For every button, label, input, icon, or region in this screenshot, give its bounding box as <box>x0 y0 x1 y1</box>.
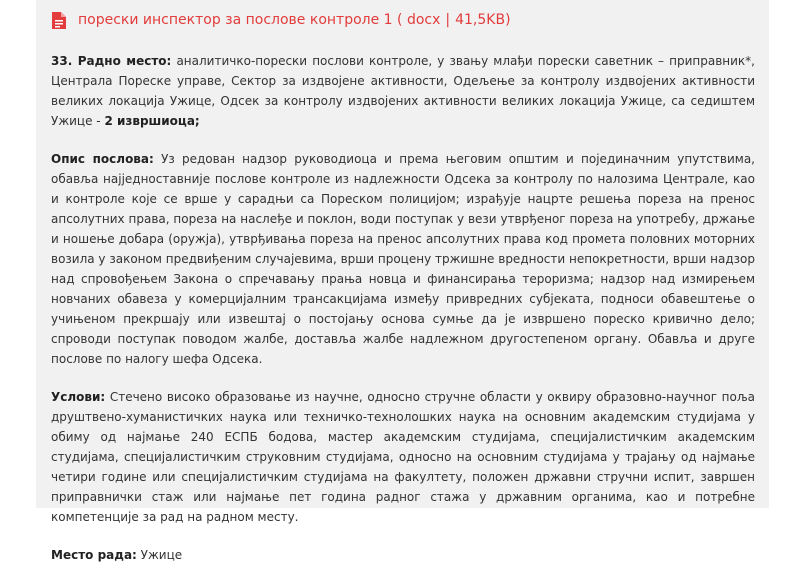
document-format: ( docx <box>397 12 441 28</box>
conditions-label: Услови: <box>51 390 106 404</box>
position-paragraph <box>51 51 755 131</box>
position-label: 33. Радно место: <box>51 54 172 68</box>
document-download-link[interactable] <box>52 11 755 29</box>
duties-label: Опис послова: <box>51 152 154 166</box>
location-paragraph <box>51 545 755 565</box>
location-text: Ужице <box>136 548 183 562</box>
job-posting-panel <box>36 0 769 562</box>
position-text: аналитичко-порески послови контроле, у звању млађи порески саветник – приправник*, Централа Пореске управе, Сектор за издвојене активности, Одељење за контролу издвојених активности великих локација Ужице, Одсек за контролу издвојених активности великих локација Ужице, са седиштем Ужице - <box>51 54 755 128</box>
document-title: порески инспектор за послове контроле 1 <box>78 12 393 28</box>
conditions-paragraph <box>51 387 755 527</box>
location-label: Место рада: <box>51 548 137 562</box>
document-icon <box>52 12 66 29</box>
document-separator: | <box>445 12 451 28</box>
executors-count: 2 извршиоца; <box>104 114 200 128</box>
document-size: 41,5KB) <box>455 12 511 28</box>
duties-text: Уз редован надзор руководиоца и према његовим општим и појединачним упутствима, обавља најједноставније послове контроле из надлежности Одсека за контролу по налозима Централе, као и контроле које се врше у сарадњи са Пореском полицијом; израђује нацрте решења пореза на пренос апсолутних права, пореза на наслеђе и поклон, води поступак у вези утврђеног пореза на употребу, држање и ношење добара (оружја), утврђивања пореза на пренос апсолутних права код промета половних моторних возила у законом предвиђеним случајевима, врши процену тржишне вредности непокретности, врши надзор над спровођењем Закона о спречавању прања новца и финансирања тероризма; надзор над измирењем новчаних обавеза у комерцијалним трансакцијама између привредних субјеката, подноси обавештење о учињеном прекршају или извештај о постојању основа сумње да је извршено пореско кривично дело; спроводи поступак поводом жалбе, доставља жалбе надлежном другостепеном органу. Обавља и друге послове по налогу шефа Одсека. <box>51 152 755 366</box>
conditions-text: Стечено високо образовање из научне, односно стручне области у оквиру образовно-научног поља друштвено-хуманистичких наука или техничко-технолошких наука на основним академским студијама у обиму од најмање 240 ЕСПБ бодова, мастер академским студијама, специјалистичким академским студијама, специјалистичким струковним студијама, односно на основним студијама у трајању од најмање четири године или специјалистичким студијама на факултету, положен државни стручни испит, завршен приправнички стаж или најмање пет година радног стажа у државним органима, као и потребне компетенције за рад на радном месту. <box>51 390 755 524</box>
duties-paragraph <box>51 149 755 369</box>
